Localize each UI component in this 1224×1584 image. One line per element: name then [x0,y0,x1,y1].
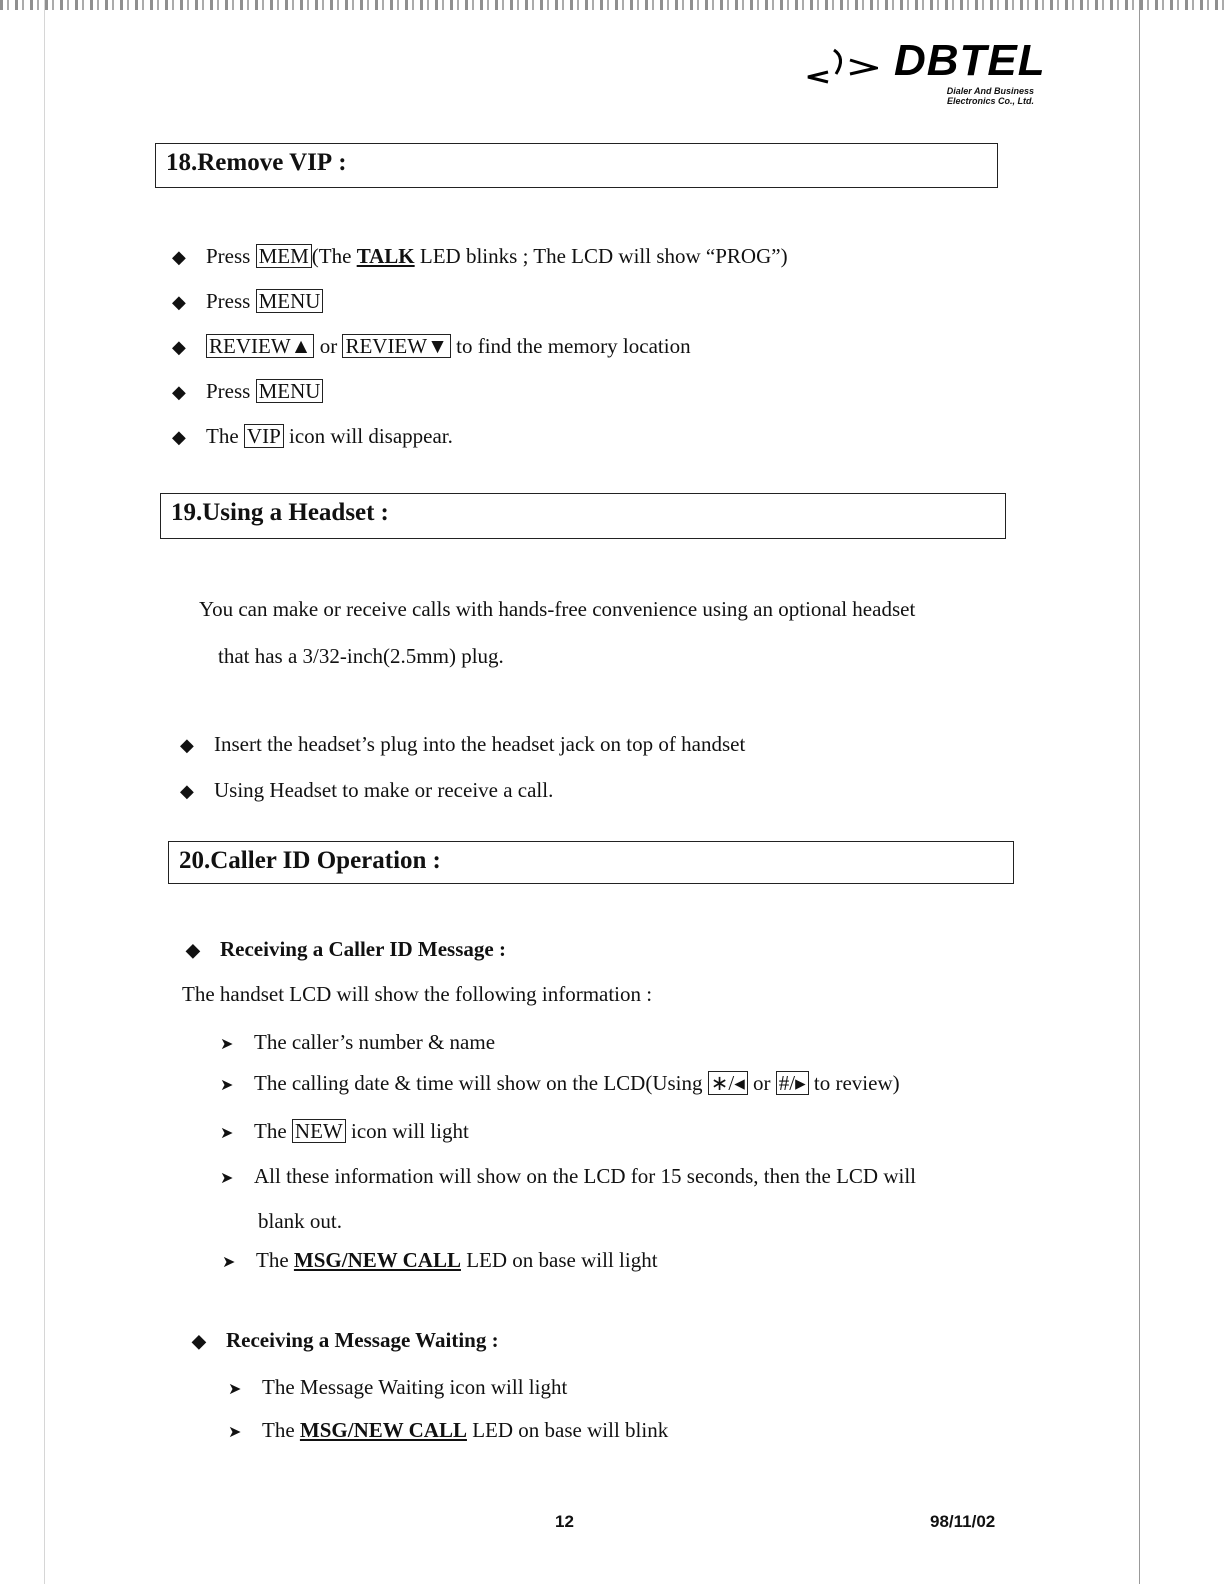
sec20-item-5 [222,1248,658,1273]
text: LED blinks ; The LCD will show “PROG”) [414,244,788,268]
page-edge-right [1139,0,1140,1584]
arrow-bullet-icon: ➤ [220,1077,234,1094]
page-number: 12 [555,1512,574,1531]
text: to review) [808,1071,900,1095]
bullet-diamond-icon: ◆ [186,940,200,960]
text: The handset LCD will show the following information [182,982,642,1006]
heading-colon: : [380,499,389,526]
logo-wordmark: DBTEL [894,36,1046,85]
sec20-subheading-message-waiting [192,1328,499,1353]
bullet-diamond-icon: ◆ [172,382,186,402]
text: The [254,1119,292,1143]
text: : [498,937,506,961]
text: The [256,1248,294,1272]
sec20-item-4 [220,1164,916,1189]
arrow-bullet-icon: ➤ [220,1036,234,1053]
new-icon-label: NEW [292,1119,346,1143]
text: or [314,334,343,358]
text: icon will light [345,1119,469,1143]
text: LED on base will blink [466,1418,669,1442]
arrow-bullet-icon: ➤ [228,1424,242,1441]
arrow-bullet-icon: ➤ [222,1254,236,1271]
logo-mark-icon [798,44,878,84]
text: Using Headset to make or receive a call. [214,778,554,802]
key-review-up: REVIEW▲ [206,334,314,358]
sec20-item-1 [220,1030,495,1055]
section-18-heading [155,143,998,188]
logo-tagline-1: Dialer And Business [946,86,1034,96]
bullet-diamond-icon: ◆ [172,337,186,357]
company-logo [798,34,1046,114]
text: Receiving a Caller ID Message [220,937,494,961]
sec20-item-2 [220,1071,900,1096]
logo-tagline [894,86,1034,106]
text: (The [311,244,357,268]
page-edge-left [44,0,45,1584]
text: to find the memory location [450,334,691,358]
key-review-down: REVIEW▼ [342,334,450,358]
bullet-diamond-icon: ◆ [180,735,194,755]
text: The calling date & time will show on the LCD(Using [254,1071,708,1095]
arrow-bullet-icon: ➤ [220,1170,234,1187]
section-20-heading [168,841,1014,884]
sec20-item-3 [220,1119,469,1144]
text: : [491,1328,499,1352]
text: Press [206,289,256,313]
sec18-step-4 [172,379,323,404]
key-menu: MENU [256,379,324,403]
sec18-step-1 [172,244,788,269]
text: Press [206,379,256,403]
text: Insert the headset’s plug into the headset jack on top of handset [214,732,746,756]
vip-icon-label: VIP [244,424,284,448]
key-hash-right: #/▸ [776,1071,809,1095]
text: : [646,982,653,1006]
bullet-diamond-icon: ◆ [172,247,186,267]
talk-led-label: TALK [356,244,415,268]
sec18-step-5 [172,424,453,449]
sec18-step-2 [172,289,323,314]
sec19-paragraph-line-1: You can make or receive calls with hands-free convenience using an optional headset [199,597,916,621]
text: The Message Waiting icon will light [262,1375,568,1399]
bullet-diamond-icon: ◆ [180,781,194,801]
logo-tagline-2: Electronics Co., Ltd. [946,96,1034,106]
text: The [262,1418,300,1442]
heading-colon: : [338,149,347,176]
text: LED on base will light [460,1248,658,1272]
text: The caller’s number & name [254,1030,496,1054]
text: The [206,424,244,448]
sec20-mw-item-1 [228,1375,567,1400]
bullet-diamond-icon: ◆ [172,427,186,447]
arrow-bullet-icon: ➤ [228,1381,242,1398]
key-star-left: ∗/◂ [708,1071,748,1095]
section-18-title: 18.Remove VIP [166,149,333,176]
msg-new-call-led-label: MSG/NEW CALL [299,1418,467,1442]
section-19-heading [160,493,1006,539]
section-20-title: 20.Caller ID Operation [179,847,427,874]
section-19-title: 19.Using a Headset [171,499,375,526]
sec20-item-4-cont: blank out. [258,1209,342,1233]
msg-new-call-led-label: MSG/NEW CALL [293,1248,461,1272]
bullet-diamond-icon: ◆ [172,292,186,312]
text: or [747,1071,776,1095]
text: icon will disappear. [283,424,453,448]
key-menu: MENU [256,289,324,313]
key-mem: MEM [256,244,312,268]
sec19-step-1 [180,732,745,757]
sec19-step-2 [180,778,553,803]
sec20-mw-item-2 [228,1418,668,1443]
sec20-subheading-caller-id [186,937,506,962]
text: Press [206,244,256,268]
text: Receiving a Message Waiting [226,1328,487,1352]
sec19-paragraph-line-2: that has a 3/32-inch(2.5mm) plug. [218,644,504,668]
arrow-bullet-icon: ➤ [220,1125,234,1142]
sec20-intro [182,982,652,1007]
bullet-diamond-icon: ◆ [192,1331,206,1351]
sec18-step-3 [172,334,691,359]
heading-colon: : [432,847,441,874]
text: All these information will show on the LCD for 15 seconds, then the LCD will [254,1164,916,1188]
scan-noise-top [0,0,1224,10]
document-date: 98/11/02 [930,1512,996,1531]
